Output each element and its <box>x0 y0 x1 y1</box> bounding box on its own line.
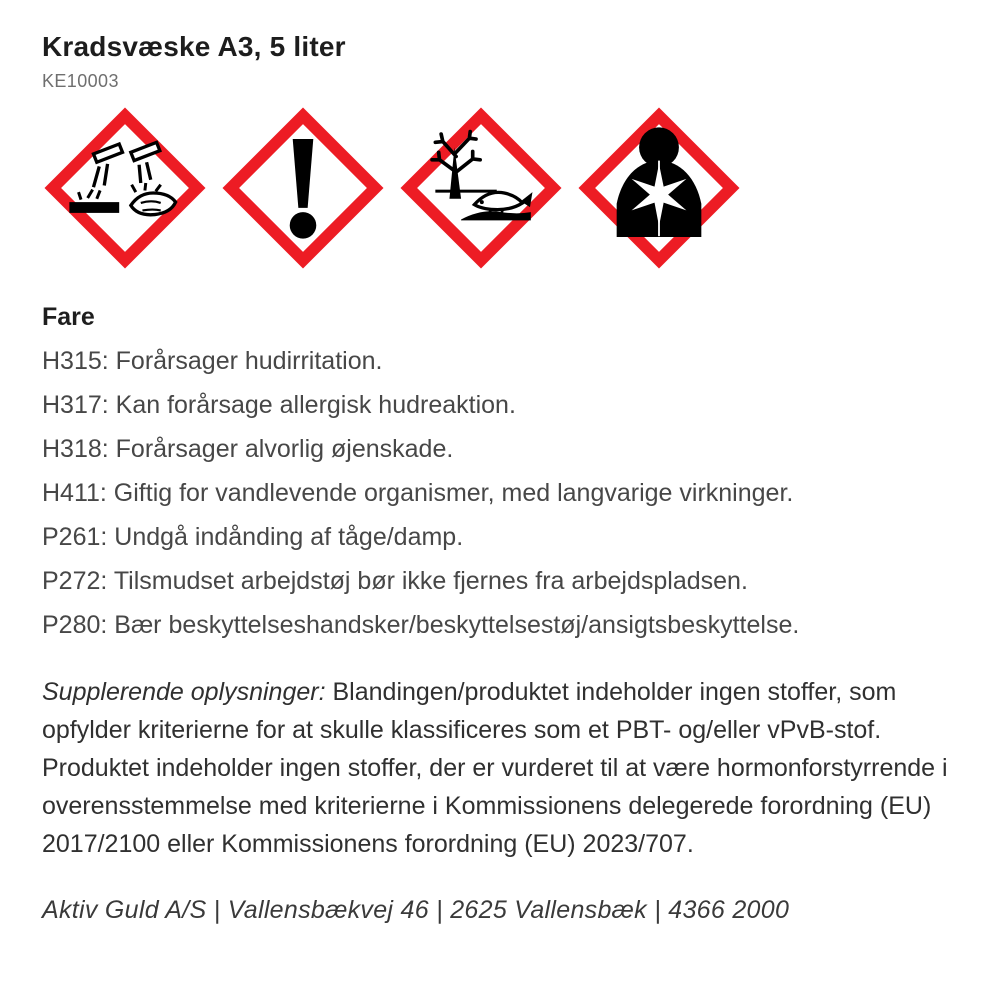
company-contact-line: Aktiv Guld A/S | Vallensbækvej 46 | 2625 Vallensbæk | 4366 2000 <box>42 895 790 924</box>
ghs-pictogram-row <box>42 105 958 271</box>
corrosive-icon <box>42 105 208 271</box>
precaution-statement: P280: Bær beskyttelseshandsker/beskyttelsestøj/ansigtsbeskyttelse. <box>42 610 800 639</box>
page-title: Kradsvæske A3, 5 liter <box>42 31 346 62</box>
supplementary-lead: Supplerende oplysninger: <box>42 677 326 706</box>
supplementary-information <box>42 673 958 863</box>
hazard-statement: H411: Giftig for vandlevende organismer, med langvarige virkninger. <box>42 478 794 507</box>
hazard-statement: H317: Kan forårsage allergisk hudreaktion. <box>42 390 516 419</box>
hazard-statement-list <box>42 339 958 647</box>
environment-hazard-icon <box>398 105 564 271</box>
exclamation-mark-icon <box>220 105 386 271</box>
supplementary-body: Blandingen/produktet indeholder ingen stoffer, som opfylder kriterierne for at skulle klassificeres som et PBT- og/eller vPvB-stof. Produktet indeholder ingen stoffer, der er vurderet til at være hormonforstyrrende i overensstemmelse med kriterierne i Kommissionens delegerede forordning (EU) 2017/2100 eller Kommissionens forordning (EU) 2023/707. <box>42 677 948 858</box>
health-hazard-icon <box>576 105 742 271</box>
hazard-statement: H315: Forårsager hudirritation. <box>42 346 383 375</box>
precaution-statement: P272: Tilsmudset arbejdstøj bør ikke fjernes fra arbejdspladsen. <box>42 566 748 595</box>
product-sku: KE10003 <box>42 70 119 91</box>
precaution-statement: P261: Undgå indånding af tåge/damp. <box>42 522 464 551</box>
hazard-statement: H318: Forårsager alvorlig øjenskade. <box>42 434 454 463</box>
signal-word: Fare <box>42 302 95 331</box>
